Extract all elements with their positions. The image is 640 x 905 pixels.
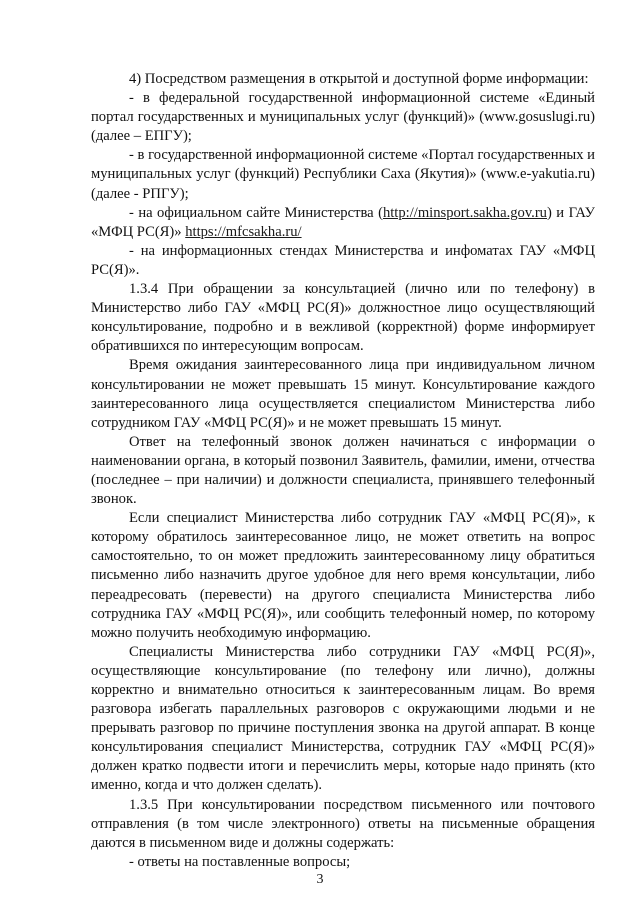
official-site-text: - на официальном сайте Министерства (: [129, 204, 383, 221]
paragraph-redirect: Если специалист Министерства либо сотрудник ГАУ «МФЦ РС(Я)», к которому обратилось заинтересованное лицо, не может ответить на вопрос самостоятельно, то он может предложить заинтересованному лицу обратиться письменно либо назначить другое удобное для него время консультации, либо переадресовать (перевести) на другого специалиста Министерства либо сотрудника ГАУ «МФЦ РС(Я)», или сообщить телефонный номер, по которому можно получить необходимую информацию.: [91, 510, 595, 641]
document-body: [91, 70, 595, 872]
paragraph-1-3-4: 1.3.4 При обращении за консультацией (лично или по телефону) в Министерство либо ГАУ «МФЦ РС(Я)» должностное лицо осуществляющий консультирование, подробно и в вежливой (корректной) форме информирует обратившихся по интересующим вопросам.: [91, 281, 595, 355]
paragraph-info-stands: - на информационных стендах Министерства и инфоматах ГАУ «МФЦ РС(Я)».: [91, 242, 595, 278]
paragraph-specialists: Специалисты Министерства либо сотрудники ГАУ «МФЦ РС(Я)», осуществляющие консультирование (по телефону или лично), должны корректно и внимательно относиться к заинтересованным лицам. Во время разговора избегать параллельных разговоров с окружающими людьми и не прерывать разговор по причине поступления звонка на другой аппарат. В конце консультирования специалист Министерства, сотрудник ГАУ «МФЦ РС(Я)» должен кратко подвести итоги и перечислить меры, которые надо принять (кто именно, когда и что должен сделать).: [91, 643, 595, 794]
mfc-site-link[interactable]: https://mfcsakha.ru/: [185, 223, 302, 240]
paragraph-answers: - ответы на поставленные вопросы;: [129, 853, 351, 870]
paragraph-rpgu: - в государственной информационной системе «Портал государственных и муниципальных услуг (функций) Республики Саха (Якутия)» (www.e-yakutia.ru) (далее - РПГУ);: [91, 147, 595, 202]
paragraph-phone-answer: Ответ на телефонный звонок должен начинаться с информации о наименовании органа, в который позвонил Заявитель, фамилии, имени, отчества (последнее – при наличии) и должности специалиста, принявшего телефонный звонок.: [91, 433, 595, 508]
official-site-mid-text: ) и ГАУ «МФЦ РС(Я)»: [91, 204, 596, 240]
ministry-site-link[interactable]: http://minsport.sakha.gov.ru: [382, 204, 547, 221]
paragraph-item-4: 4) Посредством размещения в открытой и доступной форме информации:: [129, 71, 589, 87]
paragraph-epgu: - в федеральной государственной информационной системе «Единый портал государственных и муниципальных услуг (функций)» (www.gosuslugi.ru) (далее – ЕПГУ);: [91, 90, 595, 145]
paragraph-waiting-time: Время ожидания заинтересованного лица при индивидуальном личном консультировании не может превышать 15 минут. Консультирование каждого заинтересованного лица осуществляется специалистом Министерства либо сотрудником ГАУ «МФЦ РС(Я)» и не может превышать 15 минут.: [91, 357, 595, 431]
paragraph-1-3-5: 1.3.5 При консультировании посредством письменного или почтового отправления (в том числе электронного) ответы на письменные обращения даются в письменном виде и должны содержать:: [91, 796, 595, 851]
page-number: 3: [316, 872, 324, 887]
paragraph-official-site: [91, 204, 595, 242]
